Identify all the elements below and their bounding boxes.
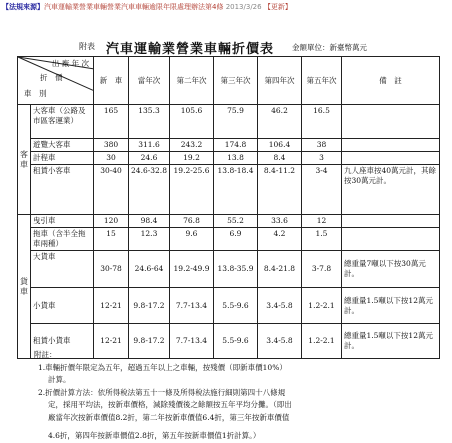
value-cell: 7.7-13.4 <box>170 324 214 359</box>
footnote-2-continued: 定，採用平均法，按新車價格，減除殘價後之餘額按五年平均分攤。（即出 <box>48 400 292 409</box>
value-cell: 19.2-49.9 <box>170 251 214 288</box>
vehicle-type: 租賃小貨車 <box>31 324 94 359</box>
amount-unit: 金額單位：新臺幣萬元 <box>292 43 367 52</box>
value-cell: 15 <box>94 228 129 251</box>
note-cell <box>342 152 440 165</box>
corner-year-label: 出 廠 年 次 <box>51 59 89 68</box>
vehicle-type: 大貨車 <box>31 251 94 288</box>
depreciation-table <box>17 56 440 359</box>
value-cell: 380 <box>94 139 129 152</box>
note-cell <box>342 105 440 139</box>
regulation-title-link[interactable]: 汽車運輸業營業車輛營業汽車車輛逾限年限處理辦法第4條 <box>44 3 224 11</box>
value-cell: 12 <box>302 215 342 228</box>
value-cell: 8.4 <box>258 152 302 165</box>
corner-header-cell <box>18 57 94 105</box>
value-cell: 135.3 <box>129 105 170 139</box>
column-header: 第三年次 <box>214 57 258 105</box>
table-row <box>18 152 440 165</box>
value-cell: 19.2 <box>170 152 214 165</box>
column-header: 當年次 <box>129 57 170 105</box>
note-cell: 總重量7噸以下按30萬元計。 <box>342 251 440 288</box>
annex-label: 附表 <box>79 42 95 51</box>
value-cell: 38 <box>302 139 342 152</box>
value-cell: 16.5 <box>302 105 342 139</box>
value-cell: 3-7.8 <box>302 251 342 288</box>
note-cell: 總重量1.5噸以下按12萬元計。 <box>342 324 440 359</box>
value-cell: 106.4 <box>258 139 302 152</box>
vehicle-type: 曳引車 <box>31 215 94 228</box>
table-row <box>18 105 440 139</box>
value-cell: 24.6-64 <box>129 251 170 288</box>
column-header: 第五年次 <box>302 57 342 105</box>
table-row <box>18 165 440 215</box>
footnote-2-continued: 4.6折，第四年按新車價值2.8折，第五年按新車價值1折計算。） <box>48 431 261 440</box>
value-cell: 46.2 <box>258 105 302 139</box>
column-header: 第四年次 <box>258 57 302 105</box>
table-row <box>18 251 440 288</box>
vehicle-type: 計程車 <box>31 152 94 165</box>
value-cell: 12-21 <box>94 324 129 359</box>
value-cell: 9.8-17.2 <box>129 288 170 324</box>
vehicle-type: 大客車（公路及市區客運業） <box>31 105 94 139</box>
note-cell: 九人座車按40萬元計，其餘按30萬元計。 <box>342 165 440 215</box>
corner-depreciation-label: 折 價 <box>40 73 63 82</box>
value-cell: 9.8-17.2 <box>129 324 170 359</box>
top-info-bar <box>2 1 450 13</box>
value-cell: 3-4 <box>302 165 342 215</box>
value-cell: 12.3 <box>129 228 170 251</box>
note-cell <box>342 228 440 251</box>
value-cell: 5.5-9.6 <box>214 324 258 359</box>
table-row <box>18 215 440 228</box>
value-cell: 9.6 <box>170 228 214 251</box>
value-cell: 24.6 <box>129 152 170 165</box>
value-cell: 33.6 <box>258 215 302 228</box>
value-cell: 3.4-5.8 <box>258 324 302 359</box>
footnote-1-continued: 計算。 <box>48 375 71 384</box>
value-cell: 30-40 <box>94 165 129 215</box>
value-cell: 105.6 <box>170 105 214 139</box>
value-cell: 1.5 <box>302 228 342 251</box>
value-cell: 7.7-13.4 <box>170 288 214 324</box>
group-cargo: 貨 車 <box>18 215 31 359</box>
vehicle-type: 租賃小客車 <box>31 165 94 215</box>
vehicle-type: 小貨車 <box>31 288 94 324</box>
note-cell <box>342 139 440 152</box>
footnote-1: 1.車輛折價年限定為五年，超過五年以上之車輛，按殘價（即新車價10%） <box>38 362 287 372</box>
table-row <box>18 228 440 251</box>
publish-date: 2013/3/26 <box>225 3 262 11</box>
value-cell: 4.2 <box>258 228 302 251</box>
value-cell: 75.9 <box>214 105 258 139</box>
value-cell: 30-78 <box>94 251 129 288</box>
value-cell: 8.4-21.8 <box>258 251 302 288</box>
value-cell: 13.8-18.4 <box>214 165 258 215</box>
source-category-link[interactable]: 【法規來源】 <box>2 3 44 11</box>
note-cell <box>342 215 440 228</box>
document-title: 汽車運輸業營業車輛折價表 <box>106 42 275 57</box>
value-cell: 13.8 <box>214 152 258 165</box>
value-cell: 12-21 <box>94 288 129 324</box>
footnotes <box>28 349 438 443</box>
value-cell: 55.2 <box>214 215 258 228</box>
value-cell: 165 <box>94 105 129 139</box>
value-cell: 19.2-25.6 <box>170 165 214 215</box>
value-cell: 5.5-9.6 <box>214 288 258 324</box>
value-cell: 98.4 <box>129 215 170 228</box>
value-cell: 6.9 <box>214 228 258 251</box>
value-cell: 24.6-32.8 <box>129 165 170 215</box>
vehicle-type: 遊覽大客車 <box>31 139 94 152</box>
column-header: 新 車 <box>94 57 129 105</box>
value-cell: 30 <box>94 152 129 165</box>
value-cell: 1.2-2.1 <box>302 288 342 324</box>
value-cell: 8.4-11.2 <box>258 165 302 215</box>
corner-vehicle-type-label: 車 別 <box>24 89 47 98</box>
vehicle-type: 拖車（含半全拖車兩種） <box>31 228 94 251</box>
value-cell: 3.4-5.8 <box>258 288 302 324</box>
header-row <box>18 57 440 105</box>
column-header: 第二年次 <box>170 57 214 105</box>
column-header: 備 註 <box>342 57 440 105</box>
group-passenger: 客 車 <box>18 105 31 215</box>
value-cell: 120 <box>94 215 129 228</box>
table-row <box>18 288 440 324</box>
document-header <box>0 40 452 56</box>
value-cell: 243.2 <box>170 139 214 152</box>
value-cell: 76.8 <box>170 215 214 228</box>
update-link[interactable]: 【更新】 <box>263 3 292 11</box>
footnote-2-continued: 廠當年次按新車價值8.2折，第二年按新車價值6.4折，第三年按新車價值 <box>48 412 290 422</box>
footnotes-title: 附註： <box>34 350 57 359</box>
footnote-2: 2.折價計算方法：依所得稅法第五十一條及所得稅法施行細則第四十八條規 <box>38 387 286 397</box>
value-cell: 13.8-35.9 <box>214 251 258 288</box>
value-cell: 311.6 <box>129 139 170 152</box>
note-cell: 總重量1.5噸以下按12萬元計。 <box>342 288 440 324</box>
value-cell: 3 <box>302 152 342 165</box>
table-row <box>18 139 440 152</box>
value-cell: 174.8 <box>214 139 258 152</box>
value-cell: 1.2-2.1 <box>302 324 342 359</box>
